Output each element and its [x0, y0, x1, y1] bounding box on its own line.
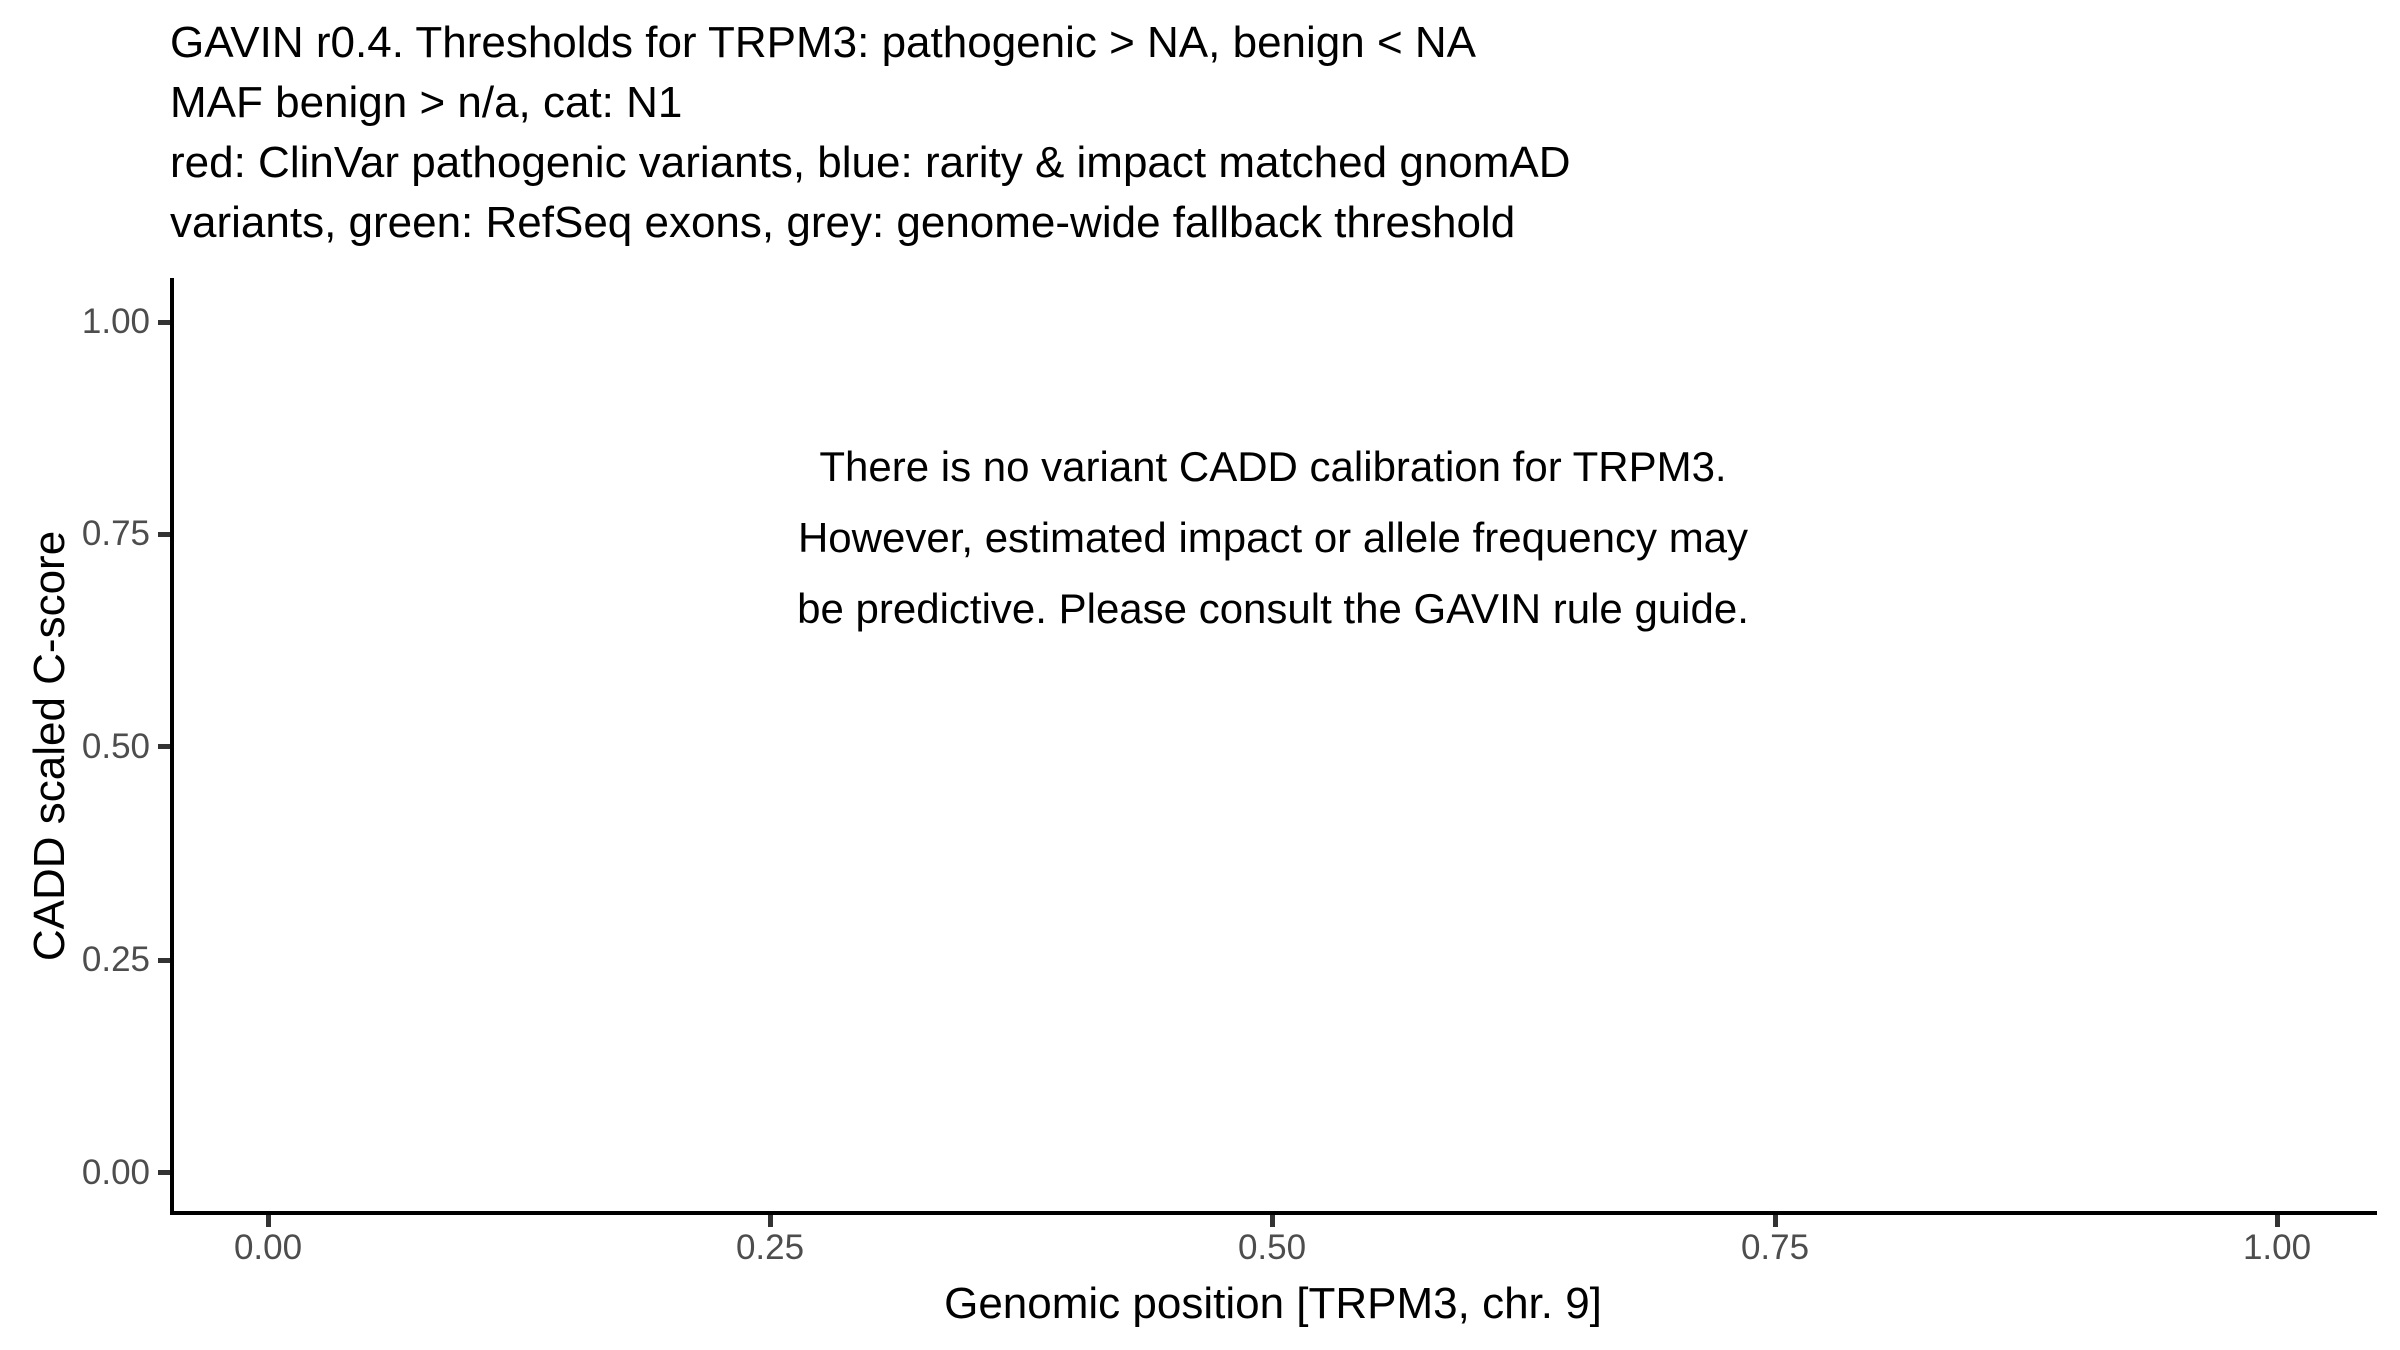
x-tick-mark-0.50: [1270, 1215, 1275, 1227]
plot-panel: [170, 278, 2377, 1215]
y-tick-label-0.50: 0.50: [81, 727, 150, 766]
plot-title-line-2: MAF benign > n/a, cat: N1: [170, 78, 683, 127]
x-tick-label-0.25: 0.25: [735, 1228, 805, 1267]
x-tick-mark-1.00: [2275, 1215, 2280, 1227]
x-tick-mark-0.00: [266, 1215, 271, 1227]
annotation-line-2: However, estimated impact or allele frequency may: [797, 514, 1749, 561]
x-tick-mark-0.75: [1773, 1215, 1778, 1227]
x-tick-mark-0.25: [768, 1215, 773, 1227]
y-tick-mark-0.00: [158, 1170, 170, 1175]
y-tick-label-0.00: 0.00: [81, 1153, 150, 1192]
y-axis-title: CADD scaled C-score: [25, 530, 74, 962]
y-tick-label-0.75: 0.75: [81, 514, 150, 553]
plot-title-line-4: variants, green: RefSeq exons, grey: genome-wide fallback threshold: [170, 198, 1516, 247]
no-calibration-annotation: [173, 431, 2373, 644]
y-tick-mark-0.25: [158, 958, 170, 963]
y-tick-mark-0.75: [158, 532, 170, 537]
y-tick-label-0.25: 0.25: [81, 940, 150, 979]
x-axis-title: Genomic position [TRPM3, chr. 9]: [944, 1279, 1602, 1328]
annotation-line-1: There is no variant CADD calibration for TRPM3.: [819, 443, 1727, 490]
plot-title-line-1: GAVIN r0.4. Thresholds for TRPM3: pathogenic > NA, benign < NA: [170, 18, 1476, 67]
x-tick-label-0.00: 0.00: [233, 1228, 303, 1267]
plot-title-line-3: red: ClinVar pathogenic variants, blue: rarity & impact matched gnomAD: [170, 138, 1571, 187]
y-tick-label-1.00: 1.00: [81, 302, 150, 341]
plot-title: [170, 13, 1571, 253]
annotation-line-3: be predictive. Please consult the GAVIN rule guide.: [797, 585, 1749, 632]
y-tick-mark-0.50: [158, 744, 170, 749]
x-tick-label-0.75: 0.75: [1740, 1228, 1810, 1267]
x-tick-label-1.00: 1.00: [2242, 1228, 2312, 1267]
x-tick-label-0.50: 0.50: [1237, 1228, 1307, 1267]
y-tick-mark-1.00: [158, 320, 170, 325]
